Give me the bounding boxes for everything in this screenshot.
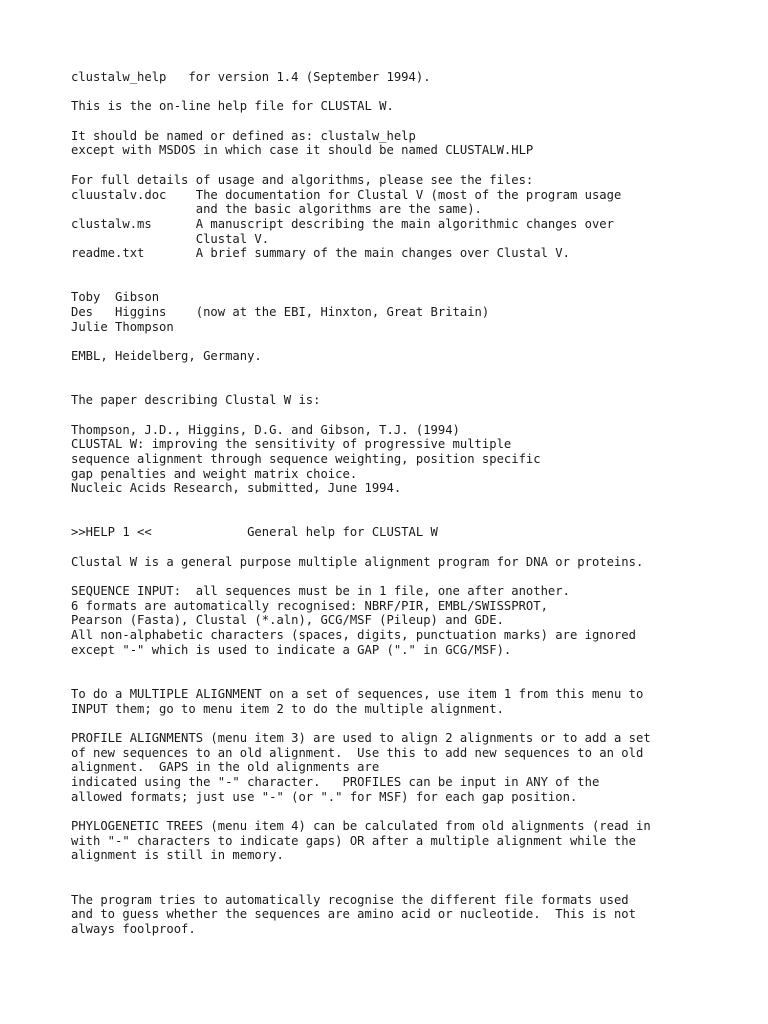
text-line: except "-" which is used to indicate a GAP ("." in GCG/MSF). [71, 642, 512, 657]
text-line: clustalw.ms A manuscript describing the main algorithmic changes over [71, 216, 614, 231]
text-line: clustalw_help for version 1.4 (September 1994). [71, 70, 431, 84]
text-line [71, 334, 761, 349]
text-line [71, 658, 761, 673]
text-line [71, 511, 761, 526]
text-line: SEQUENCE INPUT: all sequences must be in 1 file, one after another. [71, 584, 570, 599]
text-line: The paper describing Clustal W is: [71, 393, 321, 408]
text-line: PHYLOGENETIC TREES (menu item 4) can be calculated from old alignments (read in [71, 819, 651, 834]
text-line: and the basic algorithms are the same). [71, 202, 482, 217]
text-line [71, 804, 761, 819]
text-line: >>HELP 1 << General help for CLUSTAL W [71, 525, 438, 540]
text-line [71, 672, 761, 687]
text-line: cluustalv.doc The documentation for Clustal V (most of the program usage [71, 187, 622, 202]
help-text-body [71, 70, 761, 937]
text-line: Thompson, J.D., Higgins, D.G. and Gibson, T.J. (1994) [71, 422, 460, 437]
text-line: This is the on-line help file for CLUSTAL W. [71, 99, 394, 114]
text-line: It should be named or defined as: clustalw_help [71, 128, 416, 143]
text-line [71, 569, 761, 584]
text-line: allowed formats; just use "-" (or "." for MSF) for each gap position. [71, 789, 578, 804]
text-line [71, 261, 761, 276]
text-line: alignment. GAPS in the old alignments are [71, 760, 380, 775]
text-line [71, 378, 761, 393]
text-line: CLUSTAL W: improving the sensitivity of progressive multiple [71, 437, 512, 452]
text-line: All non-alphabetic characters (spaces, digits, punctuation marks) are ignored [71, 628, 636, 643]
text-line: INPUT them; go to menu item 2 to do the multiple alignment. [71, 701, 504, 716]
text-line: Julie Thompson [71, 319, 174, 334]
text-line: Clustal W is a general purpose multiple alignment program for DNA or proteins. [71, 554, 644, 569]
text-line: gap penalties and weight matrix choice. [71, 466, 358, 481]
text-line: of new sequences to an old alignment. Use this to add new sequences to an old [71, 745, 644, 760]
text-line: To do a MULTIPLE ALIGNMENT on a set of sequences, use item 1 from this menu to [71, 686, 644, 701]
text-line: Clustal V. [71, 231, 270, 246]
text-line [71, 85, 761, 100]
text-line: always foolproof. [71, 921, 196, 936]
text-line: indicated using the "-" character. PROFILES can be input in ANY of the [71, 775, 600, 789]
text-line: Nucleic Acids Research, submitted, June 1994. [71, 481, 402, 496]
text-line: readme.txt A brief summary of the main changes over Clustal V. [71, 246, 570, 261]
text-line: The program tries to automatically recognise the different file formats used [71, 892, 629, 907]
text-line: 6 formats are automatically recognised: NBRF/PIR, EMBL/SWISSPROT, [71, 598, 548, 613]
text-line [71, 496, 761, 511]
text-line [71, 878, 761, 893]
text-line: alignment is still in memory. [71, 848, 284, 863]
text-line: PROFILE ALIGNMENTS (menu item 3) are used to align 2 alignments or to add a set [71, 730, 651, 745]
text-line: sequence alignment through sequence weighting, position specific [71, 451, 541, 466]
text-line [71, 364, 761, 379]
text-line [71, 114, 761, 129]
text-line [71, 716, 761, 731]
text-line: with "-" characters to indicate gaps) OR after a multiple alignment while the [71, 833, 636, 848]
text-line [71, 408, 761, 423]
text-line: For full details of usage and algorithms, please see the files: [71, 172, 534, 187]
text-line: Toby Gibson [71, 290, 160, 305]
text-line [71, 540, 761, 555]
text-line: Des Higgins (now at the EBI, Hinxton, Great Britain) [71, 305, 490, 319]
text-line: EMBL, Heidelberg, Germany. [71, 349, 262, 364]
text-line: and to guess whether the sequences are amino acid or nucleotide. This is not [71, 907, 636, 922]
text-line: Pearson (Fasta), Clustal (*.aln), GCG/MSF (Pileup) and GDE. [71, 613, 504, 628]
text-line: except with MSDOS in which case it should be named CLUSTALW.HLP [71, 143, 534, 158]
text-line [71, 863, 761, 878]
text-line [71, 158, 761, 173]
text-line [71, 276, 761, 291]
